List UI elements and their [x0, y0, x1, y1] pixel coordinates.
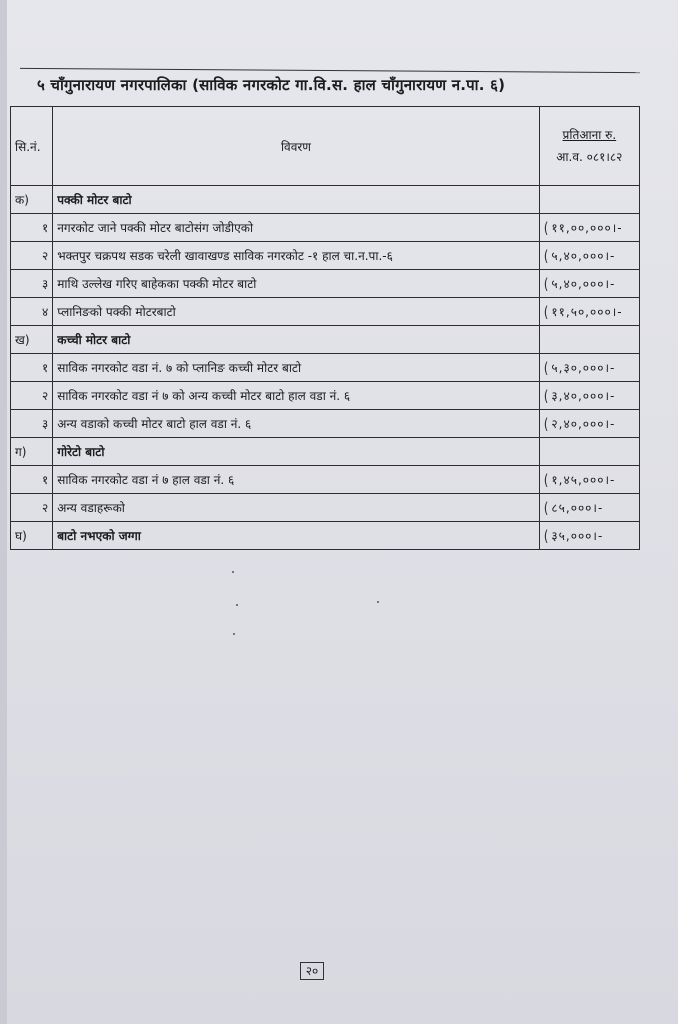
bracket-mark: ( [543, 303, 550, 321]
bracket-mark: ( [543, 499, 550, 517]
rate-value: १,४५,०००।- [551, 473, 616, 487]
row-sn: २ [11, 382, 53, 410]
table-row [11, 270, 640, 298]
row-rate [539, 354, 639, 382]
row-rate [539, 214, 639, 242]
bracket-mark: ( [543, 219, 550, 237]
row-description: पक्की मोटर बाटो [53, 186, 540, 214]
row-rate [539, 522, 639, 550]
row-description: साविक नगरकोट वडा नं ७ को अन्य कच्ची मोटर बाटो हाल वडा नं. ६ [53, 382, 540, 410]
speck [233, 633, 235, 635]
row-sn: घ) [11, 522, 53, 550]
row-rate [539, 242, 639, 270]
row-description: बाटो नभएको जग्गा [53, 522, 540, 550]
heading-rule [20, 68, 640, 73]
row-description: नगरकोट जाने पक्की मोटर बाटोसंग जोडीएको [53, 214, 540, 242]
rate-value: ११,५०,०००।- [551, 305, 623, 319]
rate-value: ११,००,०००।- [551, 221, 623, 235]
row-rate [539, 466, 639, 494]
row-description: माथि उल्लेख गरिए बाहेकका पक्की मोटर बाटो [53, 270, 540, 298]
row-sn: ३ [11, 410, 53, 438]
page-number: २० [300, 962, 324, 980]
rate-value: २,४०,०००।- [551, 417, 616, 431]
bracket-mark: ( [543, 387, 550, 405]
row-rate [539, 494, 639, 522]
row-sn: ४ [11, 298, 53, 326]
speck [236, 604, 238, 606]
section-row [11, 522, 640, 550]
table-row [11, 410, 640, 438]
row-description: अन्य वडाको कच्ची मोटर बाटो हाल वडा नं. ६ [53, 410, 540, 438]
row-description: गोरेटो बाटो [53, 438, 540, 466]
row-sn: १ [11, 214, 53, 242]
row-description: कच्ची मोटर बाटो [53, 326, 540, 354]
bracket-mark: ( [543, 415, 550, 433]
section-row [11, 438, 640, 466]
rate-value: ५,४०,०००।- [551, 277, 616, 291]
row-rate [539, 438, 639, 466]
rate-value: ५,४०,०००।- [551, 249, 616, 263]
table-row [11, 298, 640, 326]
bracket-mark: ( [543, 247, 550, 265]
speck [232, 571, 234, 573]
header-description: विवरण [53, 107, 540, 186]
rate-value: ३५,०००।- [551, 529, 604, 543]
table-row [11, 214, 640, 242]
header-rate [539, 107, 639, 186]
rate-value: ५,३०,०००।- [551, 361, 616, 375]
row-rate [539, 186, 639, 214]
table-row [11, 466, 640, 494]
bracket-mark: ( [543, 527, 550, 545]
row-description: अन्य वडाहरूको [53, 494, 540, 522]
section-heading: ५ चाँगुनारायण नगरपालिका (साविक नगरकोट गा.वि.स. हाल चाँगुनारायण न.पा. ६) [37, 76, 506, 94]
row-rate [539, 270, 639, 298]
row-rate [539, 298, 639, 326]
table-row [11, 494, 640, 522]
row-rate [539, 382, 639, 410]
section-row [11, 186, 640, 214]
header-fiscal-year: आ.व. ०८१।८२ [556, 150, 623, 164]
row-sn: १ [11, 354, 53, 382]
row-sn: ख) [11, 326, 53, 354]
row-sn: ३ [11, 270, 53, 298]
table-row [11, 242, 640, 270]
rate-value: ३,४०,०००।- [551, 389, 616, 403]
rate-value: ८५,०००।- [551, 501, 604, 515]
bracket-mark: ( [543, 275, 550, 293]
row-description: साविक नगरकोट वडा नं ७ हाल वडा नं. ६ [53, 466, 540, 494]
row-rate [539, 326, 639, 354]
header-sn: सि.नं. [11, 107, 53, 186]
speck [377, 601, 379, 603]
land-rate-table [10, 106, 640, 550]
table-row [11, 382, 640, 410]
row-sn: २ [11, 242, 53, 270]
row-description: साविक नगरकोट वडा नं. ७ को प्लानिङ कच्ची मोटर बाटो [53, 354, 540, 382]
page-edge [0, 0, 7, 1024]
table-row [11, 354, 640, 382]
row-description: भक्तपुर चक्रपथ सडक चरेली खावाखण्ड साविक नगरकोट -१ हाल चा.न.पा.-६ [53, 242, 540, 270]
row-sn: ग) [11, 438, 53, 466]
header-rate-label: प्रतिआना रु. [562, 128, 617, 142]
table-header-row [11, 107, 640, 186]
row-sn: क) [11, 186, 53, 214]
row-sn: १ [11, 466, 53, 494]
row-rate [539, 410, 639, 438]
section-row [11, 326, 640, 354]
row-description: प्लानिङको पक्की मोटरबाटो [53, 298, 540, 326]
row-sn: २ [11, 494, 53, 522]
bracket-mark: ( [543, 471, 550, 489]
table-body [11, 186, 640, 550]
bracket-mark: ( [543, 359, 550, 377]
